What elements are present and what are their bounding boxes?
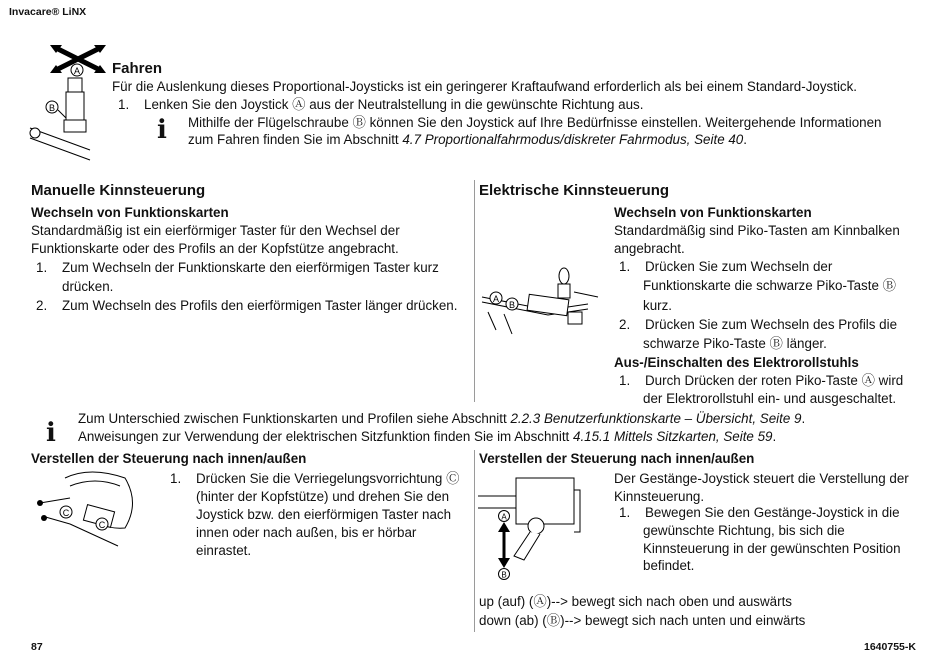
adjust-left-line4: innen oder nach außen, bis er hörbar — [196, 525, 417, 540]
document-id: 1640755-K — [864, 641, 916, 653]
column-divider-top — [474, 180, 475, 402]
adjust-right-text-line2: Kinnsteuerung. — [614, 489, 705, 504]
label-b: B — [501, 570, 507, 580]
column-divider-bottom — [474, 450, 475, 632]
fahren-step: 1. Lenken Sie den Joystick Ⓐ aus der Neutralstellung in die gewünschte Richtung aus. — [118, 97, 644, 112]
adjust-left-title: Verstellen der Steuerung nach innen/außen — [31, 451, 307, 466]
manual-text-line1: Standardmäßig ist ein eierförmiger Taster für den Wechsel der — [31, 223, 400, 238]
electric-step1: 1. Drücken Sie zum Wechseln der — [619, 259, 833, 274]
adjust-right-line2: gewünschte Richtung, bis sich die — [643, 523, 845, 538]
adjust-right-step: 1. Bewegen Sie den Gestänge-Joystick in die — [619, 505, 900, 520]
adjust-right-line3: Kinnsteuerung in der gewünschten Position — [643, 541, 901, 556]
electric-text-line2: angebracht. — [614, 241, 685, 256]
chin-control-illustration — [478, 262, 606, 337]
joystick-illustration — [30, 40, 110, 160]
adjust-right-text-line1: Der Gestänge-Joystick steuert die Verstellung der — [614, 471, 909, 486]
info-icon: ℹ — [46, 418, 56, 448]
fahren-info-line1: Mithilfe der Flügelschraube Ⓑ können Sie den Joystick auf Ihre Bedürfnisse einstellen. Weitergehende Informationen — [188, 115, 882, 130]
fahren-title: Fahren — [112, 60, 163, 77]
label-a: A — [501, 512, 507, 522]
adjust-right-down: down (ab) (Ⓑ)--> bewegt sich nach unten und einwärts — [479, 613, 806, 628]
note-line2: Anweisungen zur Verwendung der elektrischen Sitzfunktion finden Sie im Abschnitt 4.15.1 Mittels Sitzkarten, Seite 59. — [78, 429, 777, 444]
electric-step2-line2: schwarze Piko-Taste Ⓑ länger. — [643, 336, 827, 351]
adjust-left-step: 1. Drücken Sie die Verriegelungsvorrichtung Ⓒ — [170, 471, 460, 486]
fahren-info-line2: zum Fahren finden Sie im Abschnitt 4.7 Proportionalfahrmodus/diskreter Fahrmodus, Seite 40. — [188, 132, 747, 147]
headrest-lock-illustration — [30, 468, 140, 550]
manual-step2: 2. Zum Wechseln des Profils den eierförmigen Taster länger drücken. — [36, 298, 458, 313]
manual-step1-cont: drücken. — [62, 279, 114, 294]
electric-step1-line3: kurz. — [643, 298, 673, 313]
manual-step1: 1. Zum Wechseln der Funktionskarte den eierförmigen Taster kurz — [36, 260, 439, 275]
adjust-right-up: up (auf) (Ⓐ)--> bewegt sich nach oben und auswärts — [479, 594, 792, 609]
linkage-joystick-illustration — [478, 470, 598, 582]
electric-power-step: 1. Durch Drücken der roten Piko-Taste Ⓐ wird — [619, 373, 904, 388]
label-c: C — [62, 508, 70, 518]
fahren-intro: Für die Auslenkung dieses Proportional-Joysticks ist ein geringerer Kraftaufwand erforderlich als bei einem Standard-Joystick. — [112, 79, 858, 94]
electric-power-line2: der Elektrorollstuhl ein- und ausgeschaltet. — [643, 391, 897, 406]
electric-power-title: Aus-/Einschalten des Elektrorollstuhls — [614, 355, 859, 370]
adjust-left-line3: Joystick bzw. den eierförmigen Taster nach — [196, 507, 452, 522]
electric-subtitle: Wechseln von Funktionskarten — [614, 205, 812, 220]
page-number: 87 — [31, 641, 43, 653]
header-brand: Invacare® LiNX — [9, 6, 87, 18]
electric-title: Elektrische Kinnsteuerung — [479, 182, 670, 199]
manual-title: Manuelle Kinnsteuerung — [31, 182, 206, 199]
electric-step1-line2: Funktionskarte die schwarze Piko-Taste Ⓑ — [643, 278, 897, 293]
manual-subtitle: Wechseln von Funktionskarten — [31, 205, 229, 220]
adjust-left-line5: einrastet. — [196, 543, 252, 558]
label-b: B — [508, 300, 516, 310]
electric-step2: 2. Drücken Sie zum Wechseln des Profils die — [619, 317, 898, 332]
label-b: B — [48, 103, 56, 113]
label-a: A — [73, 66, 81, 76]
adjust-right-title: Verstellen der Steuerung nach innen/außen — [479, 451, 755, 466]
adjust-left-line2: (hinter der Kopfstütze) und drehen Sie den — [196, 489, 450, 504]
info-icon: ℹ — [157, 115, 167, 145]
electric-text-line1: Standardmäßig sind Piko-Tasten am Kinnbalken — [614, 223, 900, 238]
manual-text-line2: Funktionskarte oder des Profils an der Kopfstütze angebracht. — [31, 241, 399, 256]
note-line1: Zum Unterschied zwischen Funktionskarten und Profilen siehe Abschnitt 2.2.3 Benutzerfunktionskarte – Übersicht, Seite 9. — [78, 411, 806, 426]
adjust-right-line4: befindet. — [643, 558, 695, 573]
label-c: C — [98, 520, 106, 530]
label-a: A — [492, 294, 500, 304]
